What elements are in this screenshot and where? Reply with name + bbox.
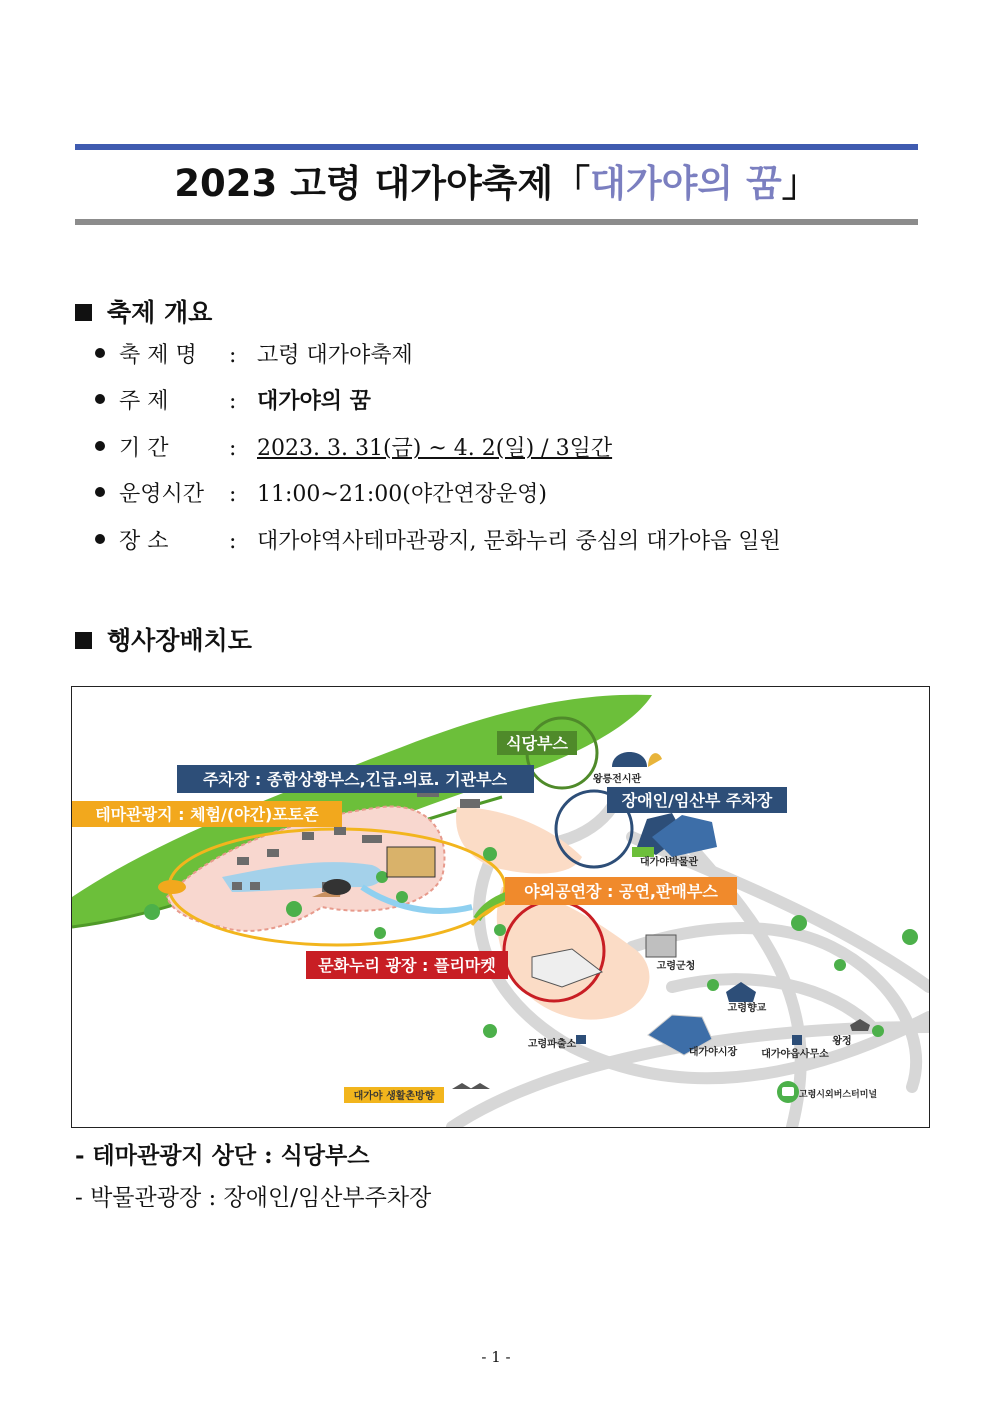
callout-food: 식당부스 <box>506 734 568 753</box>
bullet-icon <box>95 534 105 544</box>
overview-item-location: 장 소 : 대가야역사테마관광지, 문화누리 중심의 대가야읍 일원 <box>95 527 781 557</box>
callout-theme: 테마관광지 : 체험/(야간)포토존 <box>95 805 319 824</box>
bullet-icon <box>95 394 105 404</box>
document-title: 2023 고령 대가야축제「대가야의 꿈」 <box>174 162 819 205</box>
note-food-booth: - 테마관광지 상단 : 식당부스 <box>75 1142 370 1169</box>
bullet-icon <box>95 348 105 358</box>
tree-icon <box>376 871 388 883</box>
village-direction: 대가야 생활촌방향 <box>353 1091 435 1102</box>
label-bus-terminal: 고령시외버스터미널 <box>798 1090 878 1100</box>
hut-icon <box>237 857 249 865</box>
tree-icon <box>483 847 497 861</box>
tree-icon <box>707 979 719 991</box>
overview-item-period: 기 간 : 2023. 3. 31(금) ~ 4. 2(일) / 3일간 <box>95 434 612 464</box>
village-icon <box>452 1083 490 1089</box>
hut-icon <box>232 882 242 890</box>
gold-crown-icon <box>648 753 662 767</box>
bus-icon <box>782 1087 794 1096</box>
tree-icon <box>286 901 302 917</box>
bullet-icon <box>95 441 105 451</box>
hut-icon <box>302 832 314 840</box>
label-market: 대가야시장 <box>688 1047 738 1058</box>
tree-icon <box>902 929 918 945</box>
page-number: - 1 - <box>481 1348 511 1366</box>
square-bullet-icon <box>75 304 92 321</box>
overview-value: 대가야역사테마관광지, 문화누리 중심의 대가야읍 일원 <box>257 529 781 554</box>
museum-lawn <box>632 847 654 857</box>
tree-icon <box>494 924 506 936</box>
tree-icon <box>374 927 386 939</box>
overview-item-name: 축 제 명 : 고령 대가야축제 <box>95 341 413 371</box>
hut-icon <box>334 827 346 835</box>
tree-icon <box>872 1025 884 1037</box>
hut-icon <box>362 835 382 843</box>
label-hyanggyo: 고령향교 <box>727 1003 767 1014</box>
label-town-office: 대가야읍사무소 <box>761 1049 829 1060</box>
title-bottom-rule <box>75 219 918 225</box>
overview-value: 11:00~21:00(야간연장운영) <box>257 482 547 507</box>
tree-icon <box>834 959 846 971</box>
callout-flea: 문화누리 광장 : 플리마켓 <box>318 956 496 975</box>
label-tomb-hall: 왕릉전시관 <box>592 774 642 785</box>
overview-value: 대가야의 꿈 <box>257 389 371 414</box>
section-heading-overview: 축제 개요 <box>75 296 212 330</box>
bullet-icon <box>95 487 105 497</box>
tree-icon <box>483 1024 497 1038</box>
tomb-hall-icon <box>612 752 647 767</box>
county-office-icon <box>646 935 676 957</box>
callout-stage: 야외공연장 : 공연,판매부스 <box>524 882 718 901</box>
label-museum: 대가야박물관 <box>640 857 698 868</box>
note-disabled-parking: - 박물관광장 : 장애인/임산부주차장 <box>75 1185 432 1211</box>
hall-icon <box>460 799 480 808</box>
overview-value: 고령 대가야축제 <box>257 343 413 368</box>
photo-zone-icon <box>387 847 435 877</box>
title-top-rule <box>75 144 918 150</box>
theme-signboard <box>158 880 186 894</box>
square-bullet-icon <box>75 632 92 649</box>
overview-item-theme: 주 제 : 대가야의 꿈 <box>95 387 371 417</box>
hut-icon <box>250 882 260 890</box>
overview-value: 2023. 3. 31(금) ~ 4. 2(일) / 3일간 <box>257 436 613 461</box>
overview-item-hours: 운영시간 : 11:00~21:00(야간연장운영) <box>95 480 547 510</box>
label-police-box: 고령파출소 <box>527 1039 577 1050</box>
tree-icon <box>791 915 807 931</box>
label-wangjeong: 왕정 <box>832 1036 852 1047</box>
venue-map <box>71 686 930 1128</box>
tomb-dome-icon <box>323 879 351 895</box>
section-heading-layout: 행사장배치도 <box>75 624 252 658</box>
tree-icon <box>144 904 160 920</box>
tree-icon <box>396 891 408 903</box>
title-accent: 대가야의 꿈 <box>590 162 782 205</box>
callout-disabled-parking: 장애인/임산부 주차장 <box>621 791 773 810</box>
callout-parking: 주차장 : 종합상황부스,긴급.의료. 기관부스 <box>202 770 508 789</box>
police-box-icon <box>576 1035 586 1044</box>
hut-icon <box>267 849 279 857</box>
label-county-office: 고령군청 <box>656 961 696 972</box>
town-office-icon <box>792 1035 802 1045</box>
